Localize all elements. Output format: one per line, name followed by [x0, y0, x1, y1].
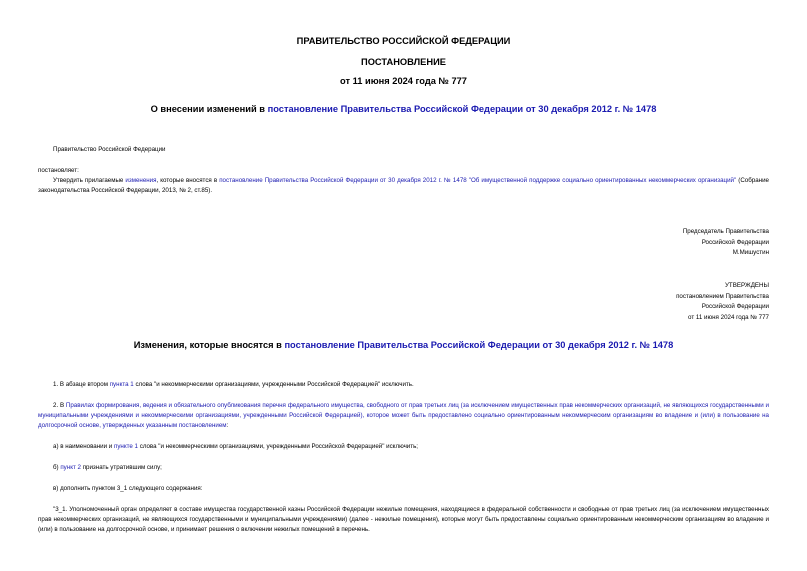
decides-label: постановляет: [38, 167, 79, 174]
signature-block [683, 227, 769, 259]
quote-paragraph: "3_1. Уполномоченный орган определяет в составе имущества государственной казны Российской Федерации нежилые помещения, находящиеся в федеральной собственности и свободные от прав третьих лиц (за исключением имущественных прав некоммерческих организаций, не являющихся государственными и муниципальными учреждениями) (далее - нежилые помещения), которые могут быть предоставлены социально ориентированным некоммерческим организациям во владение и (или) в пользование на долгосрочной основе, и принимает решения о включении нежилых помещений в перечень. [38, 506, 769, 534]
item-1-link[interactable]: пункта 1 [109, 381, 134, 388]
item-2a [38, 442, 769, 452]
item-2b-link[interactable]: пункт 2 [60, 464, 81, 471]
doc-type-heading: ПОСТАНОВЛЕНИЕ [361, 57, 446, 67]
item-1-text-b: слова "и некоммерческими организациями, учрежденными Российской Федерацией" исключить. [133, 381, 414, 388]
intro-text-2: , которые вносятся в [156, 177, 220, 184]
item-2-text-a: 2. В [53, 402, 66, 409]
doc-date-number: от 11 июня 2024 года № 777 [340, 76, 467, 86]
signature-line-2: Российской Федерации [701, 238, 769, 246]
item-2 [38, 401, 769, 432]
approved-line-3: Российской Федерации [701, 303, 769, 311]
decree-1478-link[interactable]: постановление Правительства Российской Федерации от 30 декабря 2012 г. № 1478 "Об имущественной поддержке социально ориентированных некоммерческих организаций" [219, 177, 737, 184]
intro-text-3: (Собрание законодательства Российской Федерации, 2013, № 2, ст.85). [38, 177, 769, 195]
item-1-text-a: 1. В абзаце втором [53, 381, 110, 388]
item-2a-text-b: слова "и некоммерческими организациями, учрежденными Российской Федерацией" исключить; [138, 443, 419, 450]
approved-block [676, 281, 769, 323]
approved-line-4: от 11 июня 2024 года № 777 [688, 313, 769, 321]
changes-title [0, 340, 807, 350]
item-2c: в) дополнить пунктом 3_1 следующего содержания: [53, 485, 203, 492]
changes-title-link[interactable]: постановление Правительства Российской Федерации от 30 декабря 2012 г. № 1478 [284, 340, 674, 350]
rules-link[interactable]: Правилах формирования, ведения и обязательного опубликования перечня федерального имущества, свободного от прав третьих лиц (за исключением имущественных прав некоммерческих организаций, не являющихся государственными и муниципальными учреждениями и некоммерческими организациями, учрежденными Российской Федерацией), которое может быть предоставлено социально ориентированным некоммерческим организациям во владение и (или) в пользование на долгосрочной основе, утвержденных указанным постановлением [38, 402, 769, 430]
changes-title-prefix: Изменения, которые вносятся в [133, 340, 285, 350]
item-2b [38, 463, 769, 473]
org-heading: ПРАВИТЕЛЬСТВО РОССИЙСКОЙ ФЕДЕРАЦИИ [296, 36, 511, 46]
item-2b-text-b: признать утратившим силу; [80, 464, 162, 471]
approved-line-1: УТВЕРЖДЕНЫ [725, 282, 769, 289]
approved-line-2: постановлением Правительства [676, 292, 769, 300]
item-2a-link[interactable]: пункте 1 [113, 443, 138, 450]
item-2-text-b: : [226, 422, 229, 430]
doc-title [0, 104, 807, 114]
signature-line-1: Председатель Правительства [682, 228, 769, 235]
item-2b-text-a: б) [53, 464, 61, 471]
gov-label: Правительство Российской Федерации [53, 146, 166, 153]
item-1 [38, 380, 769, 390]
doc-title-link[interactable]: постановление Правительства Российской Федерации от 30 декабря 2012 г. № 1478 [267, 104, 657, 114]
changes-link[interactable]: изменения [125, 177, 157, 184]
item-2a-text-a: а) в наименовании и [53, 443, 114, 450]
intro-text-1: Утвердить прилагаемые [53, 177, 126, 184]
signature-line-3: М.Мишустин [732, 249, 769, 257]
doc-title-prefix: О внесении изменений в [150, 104, 268, 114]
intro-paragraph [38, 176, 769, 196]
